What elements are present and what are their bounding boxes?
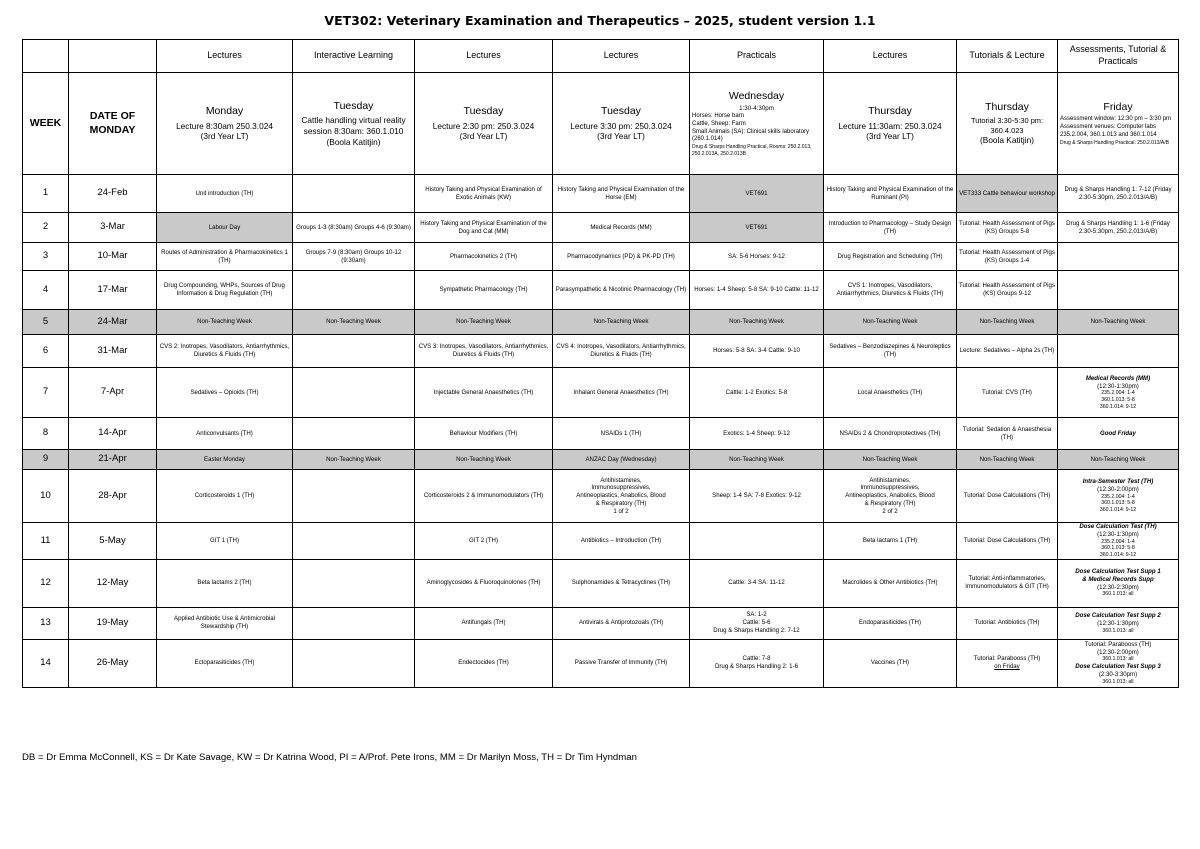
cell-tue1: Behaviour Modifiers (TH) xyxy=(415,418,553,450)
cell-date: 10-Mar xyxy=(69,243,157,271)
cell-thu2: VET333 Cattle behaviour workshop xyxy=(957,175,1058,213)
cell-date: 24-Mar xyxy=(69,310,157,335)
cell-line: Immunosuppressives, xyxy=(591,484,651,492)
cell-fri xyxy=(1058,523,1179,560)
cell-tue1: Non-Teaching Week xyxy=(415,310,553,335)
page-title: VET302: Veterinary Examination and Therapeutics – 2025, student version 1.1 xyxy=(324,13,876,28)
assessment-title: Dose Calculation Test (TH) xyxy=(1079,523,1157,530)
cell-line: Cattle: 7-8 xyxy=(742,655,771,663)
session-room: (Boola Katitjin) xyxy=(326,136,381,147)
cell-mon: Labour Day xyxy=(157,213,293,243)
cell-il: Groups 7-9 (8:30am) Groups 10-12 (9:30am) xyxy=(293,243,415,271)
cell-tue1: GIT 2 (TH) xyxy=(415,523,553,560)
cell-wed: SA: 5-6 Horses: 9-12 xyxy=(690,243,824,271)
cell-line: 2 of 2 xyxy=(882,507,898,515)
cell-wed: Horses: 1-4 Sheep: 5-8 SA: 9-10 Cattle: 11-12 xyxy=(690,271,824,310)
cell-fri xyxy=(1058,368,1179,418)
cell-il xyxy=(293,559,415,607)
day-label: Monday xyxy=(205,105,244,118)
cell-date: 21-Apr xyxy=(69,450,157,470)
cell-week: 13 xyxy=(23,607,69,639)
cell-line: (12:30-2:00pm) xyxy=(1097,486,1139,494)
session-detail: Cattle handling virtual reality session 8:30am: 360.1.010 xyxy=(301,115,406,136)
cell-wed: VET691 xyxy=(690,213,824,243)
assessment-title: Dose Calculation Test Supp 3 xyxy=(1075,663,1161,671)
cell-mon: Unit introduction (TH) xyxy=(157,175,293,213)
cell-il xyxy=(293,470,415,523)
cell-week: 12 xyxy=(23,559,69,607)
cell-tue1: Pharmacokinetics 2 (TH) xyxy=(415,243,553,271)
cell-tue2: Pharmacodynamics (PD) & PK-PD (TH) xyxy=(553,243,690,271)
header-category: Lectures xyxy=(415,40,553,73)
cell-mon: Easter Monday xyxy=(157,450,293,470)
session-time: 1:30-4:30pm xyxy=(739,105,774,113)
cell-line: 360.1.013: all xyxy=(1102,591,1134,598)
cell-wed: VET691 xyxy=(690,175,824,213)
cell-fri: Drug & Sharps Handling 1: 7-12 (Friday 2:30-5:30pm, 250.2.013/A/B) xyxy=(1058,175,1179,213)
cell-tue2: CVS 4: Inotropes, Vasodilators, Antiarrhythmics, Diuretics & Fluids (TH) xyxy=(553,335,690,368)
day-label: Friday xyxy=(1103,100,1133,113)
cell-line: 235.2.004: 1-4 xyxy=(1101,390,1135,397)
cell-mon: Routes of Administration & Pharmacokinetics 1 (TH) xyxy=(157,243,293,271)
cell-il xyxy=(293,368,415,418)
cell-tue1: Antifungals (TH) xyxy=(415,607,553,639)
session-room: (Boola Katitjin) xyxy=(980,135,1034,146)
cell-thu1: Sedatives – Benzodiazepines & Neuroleptics (TH) xyxy=(824,335,957,368)
cell-line: Antineoplastics, Anabolics, Blood xyxy=(845,492,935,500)
cell-line: 360.1.013: all xyxy=(1102,656,1134,663)
week-row xyxy=(23,368,1179,418)
cell-line: SA: 1-2 xyxy=(746,611,767,619)
cell-line: 360.1.014: 9-12 xyxy=(1099,507,1137,514)
cell-line: 360.1.013: 5-8 xyxy=(1101,396,1135,403)
cell-line: 235.2.004: 1-4 xyxy=(1101,538,1135,545)
week-row xyxy=(23,271,1179,310)
cell-wed xyxy=(690,607,824,639)
cell-date: 12-May xyxy=(69,559,157,607)
cell-thu2: Tutorial: CVS (TH) xyxy=(957,368,1058,418)
week-row xyxy=(23,213,1179,243)
cell-line: (12:30-1:30pm) xyxy=(1097,530,1139,538)
cell-wed: Cattle: 3-4 SA: 11-12 xyxy=(690,559,824,607)
cell-thu2: Tutorial: Dose Calculations (TH) xyxy=(957,470,1058,523)
thursday-lecture-header xyxy=(824,73,957,175)
cell-week: 10 xyxy=(23,470,69,523)
cell-mon: Ectoparasiticides (TH) xyxy=(157,639,293,687)
assessment-venues: Assessment venues: Computer labs 235.2.004, 360.1.013 and 360.1.014 xyxy=(1060,124,1157,138)
cell-tue1: Endectocides (TH) xyxy=(415,639,553,687)
week-row xyxy=(23,175,1179,213)
cell-thu1: CVS 1: Inotropes, Vasodilators, Antiarrhythmics, Diuretics & Fluids (TH) xyxy=(824,271,957,310)
assessment-title: & Medical Records Supp xyxy=(1082,575,1154,583)
cell-week: 11 xyxy=(23,523,69,560)
cell-thu1: Non-Teaching Week xyxy=(824,450,957,470)
cell-date: 14-Apr xyxy=(69,418,157,450)
cell-thu1: Drug Registration and Scheduling (TH) xyxy=(824,243,957,271)
assessment-title: Intra-Semester Test (TH) xyxy=(1082,478,1154,486)
cell-week: 3 xyxy=(23,243,69,271)
cell-date: 17-Mar xyxy=(69,271,157,310)
session-room: (3rd Year LT) xyxy=(459,131,508,142)
cell-week: 7 xyxy=(23,368,69,418)
cell-tue2 xyxy=(553,470,690,523)
cell-tue1: Injectable General Anaesthetics (TH) xyxy=(415,368,553,418)
cell-tue2: Antivirals & Antiprotozoals (TH) xyxy=(553,607,690,639)
cell-date: 24-Feb xyxy=(69,175,157,213)
cell-thu2: Non-Teaching Week xyxy=(957,310,1058,335)
cell-thu2: Tutorial: Health Assessment of Pigs (KS) Groups 9-12 xyxy=(957,271,1058,310)
week-row xyxy=(23,418,1179,450)
cell-il: Non-Teaching Week xyxy=(293,450,415,470)
cell-thu2: Lecture: Sedatives – Alpha 2s (TH) xyxy=(957,335,1058,368)
cell-fri xyxy=(1058,639,1179,687)
cell-line: 1 of 2 xyxy=(613,507,629,515)
cell-wed: Cattle: 1-2 Exotics: 5-8 xyxy=(690,368,824,418)
cell-line: Drug & Sharps Handling 2: 1-6 xyxy=(715,663,798,671)
cell-fri: Non-Teaching Week xyxy=(1058,310,1179,335)
cell-thu1: Introduction to Pharmacology – Study Design (TH) xyxy=(824,213,957,243)
header-category: Assessments, Tutorial & Practicals xyxy=(1058,40,1179,73)
cell-tue2: Passive Transfer of Immunity (TH) xyxy=(553,639,690,687)
cell-tue2: ANZAC Day (Wednesday) xyxy=(553,450,690,470)
week-row xyxy=(23,335,1179,368)
monday-header xyxy=(157,73,293,175)
cell-tue2: Sulphonamides & Tetracyclines (TH) xyxy=(553,559,690,607)
interactive-learning-header xyxy=(293,73,415,175)
cell-line: (12:30-2:00pm) xyxy=(1097,648,1139,656)
cell-fri xyxy=(1058,470,1179,523)
day-label: Thursday xyxy=(985,101,1029,113)
cell-line: Tutorial: Parabooss (TH) xyxy=(1084,640,1152,648)
cell-thu2: Tutorial: Health Assessment of Pigs (KS) Groups 1-4 xyxy=(957,243,1058,271)
venue-line: Cattle, Sheep: Farm xyxy=(692,120,746,127)
cell-date: 28-Apr xyxy=(69,470,157,523)
cell-thu1: Vaccines (TH) xyxy=(824,639,957,687)
cell-thu2: Tutorial: Antibiotics (TH) xyxy=(957,607,1058,639)
day-label: Wednesday xyxy=(728,89,785,102)
cell-thu2: Tutorial: Health Assessment of Pigs (KS) Groups 5-8 xyxy=(957,213,1058,243)
cell-line: Drug & Sharps Handling 2: 7-12 xyxy=(713,626,800,634)
cell-date: 7-Apr xyxy=(69,368,157,418)
cell-wed: Sheep: 1-4 SA: 7-8 Exotics: 9-12 xyxy=(690,470,824,523)
week-row xyxy=(23,470,1179,523)
cell-date: 3-Mar xyxy=(69,213,157,243)
week-row xyxy=(23,310,1179,335)
cell-tue1: Corticosteroids 2 & Immunomodulators (TH) xyxy=(415,470,553,523)
day-label: Tuesday xyxy=(333,99,374,112)
cell-line: Cattle: 5-6 xyxy=(742,619,771,627)
cell-line: on Friday xyxy=(994,663,1020,671)
session-room: (3rd Year LT) xyxy=(200,131,249,142)
cell-il xyxy=(293,639,415,687)
cell-il xyxy=(293,607,415,639)
cell-il xyxy=(293,175,415,213)
week-row xyxy=(23,607,1179,639)
day-label: Thursday xyxy=(868,105,912,118)
cell-wed xyxy=(690,639,824,687)
week-row xyxy=(23,639,1179,687)
cell-date: 26-May xyxy=(69,639,157,687)
cell-tue1: CVS 3: Inotropes, Vasodilators, Antiarrhythmics, Diuretics & Fluids (TH) xyxy=(415,335,553,368)
week-row xyxy=(23,559,1179,607)
header-day-row xyxy=(23,73,1179,175)
cell-line: 360.1.013: 5-8 xyxy=(1101,500,1135,507)
cell-line: 235.2.004: 1-4 xyxy=(1101,493,1135,500)
day-label: Tuesday xyxy=(601,105,641,118)
cell-line: Immunosuppressives, xyxy=(860,484,920,492)
cell-tue2: Antibiotics – Introduction (TH) xyxy=(553,523,690,560)
cell-tue2: Non-Teaching Week xyxy=(553,310,690,335)
cell-line: (12:30-2:30pm) xyxy=(1097,583,1139,591)
cell-mon: Drug Compounding, WHPs, Sources of Drug Information & Drug Regulation (TH) xyxy=(157,271,293,310)
friday-assessment-header xyxy=(1058,73,1179,175)
cell-tue2: History Taking and Physical Examination of the Horse (EM) xyxy=(553,175,690,213)
cell-tue1: Sympathetic Pharmacology (TH) xyxy=(415,271,553,310)
cell-il xyxy=(293,271,415,310)
cell-line: Antineoplastics, Anabolics, Blood xyxy=(576,492,666,500)
drug-handling-venue: Drug & Sharps Handling Practical: 250.2.013/A/B xyxy=(1060,139,1169,146)
cell-tue2: NSAIDs 1 (TH) xyxy=(553,418,690,450)
cell-fri xyxy=(1058,607,1179,639)
cell-fri xyxy=(1058,335,1179,368)
header-category: Interactive Learning xyxy=(293,40,415,73)
session-detail: Lecture 8:30am 250.3.024 xyxy=(176,120,273,131)
assessment-title: Dose Calculation Test Supp 1 xyxy=(1075,568,1161,576)
cell-fri xyxy=(1058,559,1179,607)
cell-week: 5 xyxy=(23,310,69,335)
venue-line: Small Animals (SA): Clinical skills laboratory (260.1.014) xyxy=(692,128,810,143)
session-detail: Lecture 3:30 pm: 250.3.024 xyxy=(570,120,672,131)
cell-tue1: History Taking and Physical Examination of the Dog and Cat (MM) xyxy=(415,213,553,243)
cell-tue2: Inhalant General Anaesthetics (TH) xyxy=(553,368,690,418)
cell-fri xyxy=(1058,243,1179,271)
cell-mon: GIT 1 (TH) xyxy=(157,523,293,560)
cell-mon: Applied Antibiotic Use & Antimicrobial Stewardship (TH) xyxy=(157,607,293,639)
cell-il xyxy=(293,335,415,368)
session-detail: Tutorial 3:30-5:30 pm: 360.4.023 xyxy=(970,116,1044,135)
cell-thu1: NSAIDs 2 & Chondroprotectives (TH) xyxy=(824,418,957,450)
cell-date: 31-Mar xyxy=(69,335,157,368)
cell-tue1: Aminoglycosides & Fluoroquinolones (TH) xyxy=(415,559,553,607)
header-category xyxy=(69,40,157,73)
cell-thu2: Tutorial: Dose Calculations (TH) xyxy=(957,523,1058,560)
cell-il xyxy=(293,418,415,450)
cell-line: 360.1.013: all xyxy=(1102,678,1134,685)
thursday-tutorial-header xyxy=(957,73,1058,175)
session-room: (3rd Year LT) xyxy=(597,131,645,142)
session-detail: Lecture 11:30am: 250.3.024 xyxy=(838,120,942,131)
cell-tue2: Parasympathetic & Nicotinic Pharmacology (TH) xyxy=(553,271,690,310)
cell-wed: Non-Teaching Week xyxy=(690,450,824,470)
header-category: Lectures xyxy=(824,40,957,73)
cell-thu1: Local Anaesthetics (TH) xyxy=(824,368,957,418)
cell-line: Antihistamines, xyxy=(869,476,911,484)
cell-thu2 xyxy=(957,559,1058,607)
cell-mon: Non-Teaching Week xyxy=(157,310,293,335)
week-header: WEEK xyxy=(23,73,69,175)
cell-thu1 xyxy=(824,470,957,523)
cell-thu1: Non-Teaching Week xyxy=(824,310,957,335)
cell-date: 5-May xyxy=(69,523,157,560)
cell-fri: Drug & Sharps Handling 1: 1-6 (Friday 2:30-5:30pm, 250.2.013/A/B) xyxy=(1058,213,1179,243)
cell-mon: CVS 2: Inotropes, Vasodilators, Antiarrhythmics, Diuretics & Fluids (TH) xyxy=(157,335,293,368)
assessment-title: Dose Calculation Test Supp 2 xyxy=(1075,611,1161,619)
cell-line: Tutorial: Parabooss (TH) xyxy=(973,655,1041,663)
day-label: Tuesday xyxy=(463,105,504,118)
cell-thu1: Macrolides & Other Antibiotics (TH) xyxy=(824,559,957,607)
tuesday-lecture-2-header xyxy=(553,73,690,175)
cell-line: (2:30-3:30pm) xyxy=(1098,670,1138,678)
cell-mon: Anticonvulsants (TH) xyxy=(157,418,293,450)
session-detail: Lecture 2:30 pm: 250.3.024 xyxy=(432,120,535,131)
cell-wed: Exotics: 1-4 Sheep: 9-12 xyxy=(690,418,824,450)
cell-il: Non-Teaching Week xyxy=(293,310,415,335)
header-category xyxy=(23,40,69,73)
date-header: DATE OF MONDAY xyxy=(69,73,157,175)
cell-week: 6 xyxy=(23,335,69,368)
week-row xyxy=(23,450,1179,470)
session-room: (3rd Year LT) xyxy=(866,131,914,142)
cell-fri xyxy=(1058,271,1179,310)
cell-il: Groups 1-3 (8:30am) Groups 4-6 (9:30am) xyxy=(293,213,415,243)
header-category: Lectures xyxy=(157,40,293,73)
cell-week: 8 xyxy=(23,418,69,450)
cell-thu1: Endoparasiticides (TH) xyxy=(824,607,957,639)
cell-fri: Good Friday xyxy=(1058,418,1179,450)
week-row xyxy=(23,243,1179,271)
cell-week: 14 xyxy=(23,639,69,687)
cell-week: 2 xyxy=(23,213,69,243)
cell-thu2: Tutorial: Sedation & Anaesthesia (TH) xyxy=(957,418,1058,450)
cell-week: 4 xyxy=(23,271,69,310)
cell-wed: Horses: 5-8 SA: 3-4 Cattle: 9-10 xyxy=(690,335,824,368)
header-category: Practicals xyxy=(690,40,824,73)
cell-line: Tutorial: Anti-inflammatories, Immunomodulators & GIT (TH) xyxy=(965,575,1049,591)
cell-line: & Respiratory (TH) xyxy=(864,499,916,507)
header-category-row xyxy=(23,40,1179,73)
header-category: Tutorials & Lecture xyxy=(957,40,1058,73)
cell-line: Antihistamines, xyxy=(600,476,642,484)
wednesday-practicals-header xyxy=(690,73,824,175)
cell-mon: Sedatives – Opioids (TH) xyxy=(157,368,293,418)
cell-thu2: Non-Teaching Week xyxy=(957,450,1058,470)
cell-wed xyxy=(690,523,824,560)
assessment-window: Assessment window: 12:30 pm – 3:30 pm xyxy=(1060,116,1172,123)
cell-week: 9 xyxy=(23,450,69,470)
week-row xyxy=(23,523,1179,560)
cell-tue2: Medical Records (MM) xyxy=(553,213,690,243)
cell-mon: Corticosteroids 1 (TH) xyxy=(157,470,293,523)
cell-thu1: Beta lactams 1 (TH) xyxy=(824,523,957,560)
venue-line: Horses: Horse barn xyxy=(692,113,745,120)
cell-line: 360.1.014: 9-12 xyxy=(1099,551,1137,558)
cell-line: & Respiratory (TH) xyxy=(595,499,647,507)
cell-mon: Beta lactams 2 (TH) xyxy=(157,559,293,607)
cell-date: 19-May xyxy=(69,607,157,639)
cell-line: (12:30-1:30pm) xyxy=(1097,619,1139,627)
cell-line: 360.1.014: 9-12 xyxy=(1099,403,1137,410)
cell-il xyxy=(293,523,415,560)
tuesday-lecture-1-header xyxy=(415,73,553,175)
cell-tue1: Non-Teaching Week xyxy=(415,450,553,470)
cell-tue1: History Taking and Physical Examination of Exotic Animals (KW) xyxy=(415,175,553,213)
cell-line: (12:30-1:30pm) xyxy=(1097,382,1139,390)
cell-wed: Non-Teaching Week xyxy=(690,310,824,335)
header-category: Lectures xyxy=(553,40,690,73)
staff-legend: DB = Dr Emma McConnell, KS = Dr Kate Savage, KW = Dr Katrina Wood, PI = A/Prof. Pete Irons, MM = Dr Marilyn Moss, TH = Dr Tim Hyndman xyxy=(22,752,637,763)
timetable xyxy=(22,39,1179,688)
cell-thu1: History Taking and Physical Examination of the Ruminant (PI) xyxy=(824,175,957,213)
cell-line: 360.1.013: 5-8 xyxy=(1101,545,1135,552)
venue-line: Drug & Sharps Handling Practical, Rooms: 250.2.013, 250.2.013A, 250.2.013B xyxy=(692,144,812,157)
cell-thu2 xyxy=(957,639,1058,687)
cell-week: 1 xyxy=(23,175,69,213)
assessment-title: Medical Records (MM) xyxy=(1085,374,1151,382)
cell-line: 360.1.013: all xyxy=(1102,627,1134,634)
cell-fri: Non-Teaching Week xyxy=(1058,450,1179,470)
